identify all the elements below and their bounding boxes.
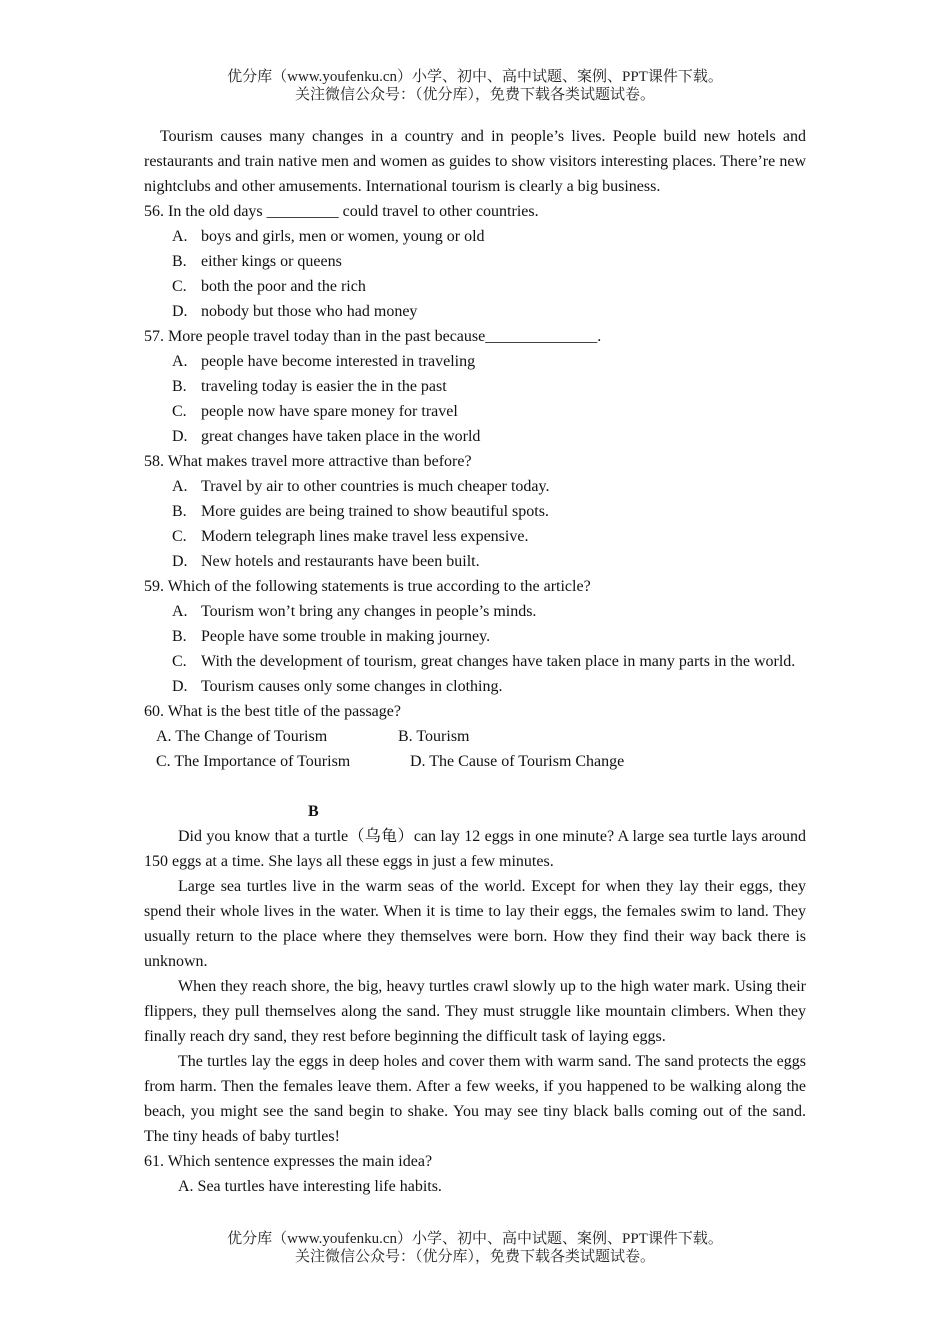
answer-option (144, 349, 806, 374)
option-letter: B. (172, 253, 187, 270)
header-line-1: 优分库（www.youfenku.cn）小学、初中、高中试题、案例、PPT课件下载。 (227, 69, 723, 85)
answer-option (144, 224, 806, 249)
option-letter: C. (172, 278, 187, 295)
option-letter: A. (172, 478, 188, 495)
answer-option (144, 299, 806, 324)
option-text: nobody but those who had money (201, 303, 418, 320)
answer-option (144, 424, 806, 449)
option-letter: D. (172, 303, 188, 320)
footer-line-2: 关注微信公众号：（优分库），免费下载各类试题试卷。 (294, 1249, 655, 1265)
answer-option (144, 274, 806, 299)
option-text: Travel by air to other countries is much cheaper today. (201, 478, 550, 495)
answer-option (144, 249, 806, 274)
option-a: A. The Change of Tourism (156, 728, 328, 745)
question-60-options-row-1 (144, 724, 806, 749)
question-stem: 58. What makes travel more attractive than before? (144, 453, 472, 470)
answer-option (144, 624, 806, 649)
answer-option (144, 399, 806, 424)
passage-b-paragraph: The turtles lay the eggs in deep holes and cover them with warm sand. The sand protects the eggs from harm. Then the females leave them. After a few weeks, if you happened to be walking along the beach, you might see the sand begin to shake. You may see tiny black balls coming out of the sand. The tiny heads of baby turtles! (144, 1053, 806, 1145)
footer-line-1: 优分库（www.youfenku.cn）小学、初中、高中试题、案例、PPT课件下载。 (227, 1231, 723, 1247)
header-line-2: 关注微信公众号：（优分库），免费下载各类试题试卷。 (294, 87, 655, 103)
answer-option (144, 549, 806, 574)
answer-option (144, 474, 806, 499)
intro-paragraph: Tourism causes many changes in a country and in people’s lives. People build new hotels and restaurants and train native men and women as guides to show visitors interesting places. There’re new nightclubs and other amusements. International tourism is clearly a big business. (144, 128, 806, 195)
option-d: D. The Cause of Tourism Change (410, 753, 625, 770)
option-b: B. Tourism (398, 728, 470, 745)
option-letter: A. (172, 228, 188, 245)
option-letter: B. (172, 378, 187, 395)
option-text: More guides are being trained to show beautiful spots. (201, 503, 549, 520)
option-letter: B. (172, 628, 187, 645)
option-text: boys and girls, men or women, young or old (201, 228, 485, 245)
option-letter: B. (172, 503, 187, 520)
option-text: People have some trouble in making journey. (201, 628, 491, 645)
question-61-stem: 61. Which sentence expresses the main idea? (144, 1153, 433, 1170)
option-text: people have become interested in traveling (201, 353, 476, 370)
answer-option (144, 374, 806, 399)
option-text: either kings or queens (201, 253, 342, 270)
option-text: people now have spare money for travel (201, 403, 458, 420)
answer-option (144, 674, 806, 699)
page-header (0, 68, 950, 104)
option-text: Tourism won’t bring any changes in people’s minds. (201, 603, 537, 620)
document-body (144, 124, 806, 1199)
answer-option (144, 599, 806, 624)
option-text: With the development of tourism, great changes have taken place in many parts in the world. (201, 653, 796, 670)
option-letter: D. (172, 428, 188, 445)
option-text: great changes have taken place in the world (201, 428, 481, 445)
answer-option (144, 649, 806, 674)
option-letter: C. (172, 528, 187, 545)
option-letter: D. (172, 553, 188, 570)
option-text: Tourism causes only some changes in clothing. (201, 678, 503, 695)
option-text: both the poor and the rich (201, 278, 366, 295)
option-letter: A. (172, 603, 188, 620)
option-text: traveling today is easier the in the past (201, 378, 447, 395)
question-stem: 59. Which of the following statements is true according to the article? (144, 578, 591, 595)
option-c: C. The Importance of Tourism (156, 753, 351, 770)
answer-option (144, 499, 806, 524)
option-letter: A. (172, 353, 188, 370)
page-footer (0, 1230, 950, 1266)
option-text: New hotels and restaurants have been built. (201, 553, 480, 570)
passage-b-paragraph: When they reach shore, the big, heavy turtles crawl slowly up to the high water mark. Using their flippers, they pull themselves along the sand. They must struggle like mountain climbers. When they finally reach dry sand, they rest before beginning the difficult task of laying eggs. (144, 978, 806, 1045)
section-b-heading: B (308, 803, 319, 820)
question-60-options-row-2 (144, 749, 806, 774)
passage-b-paragraph: Did you know that a turtle（乌龟）can lay 12 eggs in one minute? A large sea turtle lays around 150 eggs at a time. She lays all these eggs in just a few minutes. (144, 828, 806, 870)
option-letter: C. (172, 653, 187, 670)
option-text: Modern telegraph lines make travel less expensive. (201, 528, 529, 545)
question-stem: 56. In the old days _________ could travel to other countries. (144, 203, 539, 220)
option-letter: C. (172, 403, 187, 420)
answer-option (144, 524, 806, 549)
question-61-option-a: A. Sea turtles have interesting life habits. (178, 1178, 442, 1195)
option-letter: D. (172, 678, 188, 695)
question-60-stem: 60. What is the best title of the passage? (144, 703, 401, 720)
question-stem: 57. More people travel today than in the past because______________. (144, 328, 602, 345)
passage-b-paragraph: Large sea turtles live in the warm seas of the world. Except for when they lay their eggs, they spend their whole lives in the water. When it is time to lay their eggs, the females swim to land. They usually return to the place where they themselves were born. How they find their way back there is unknown. (144, 878, 806, 970)
question-list (144, 199, 806, 699)
